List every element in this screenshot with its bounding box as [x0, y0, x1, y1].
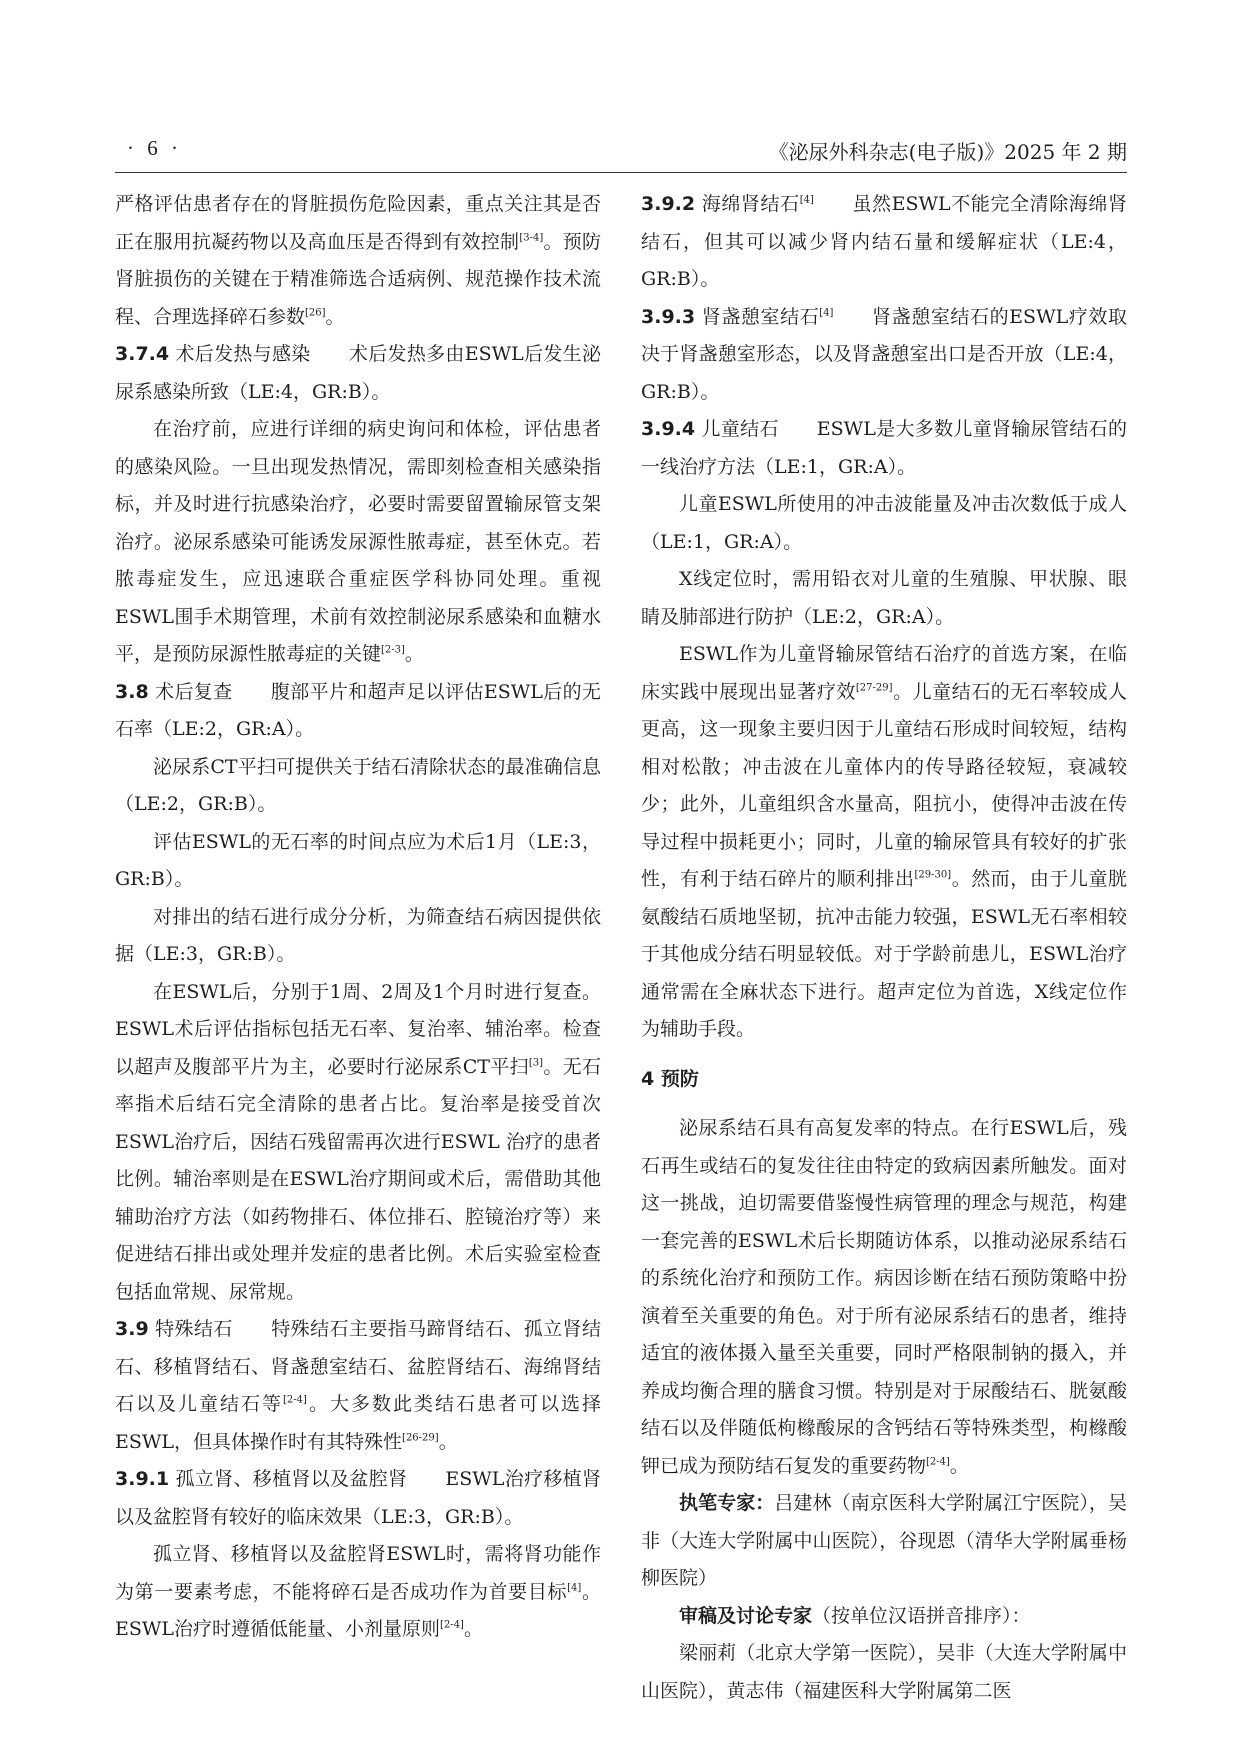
paragraph: X线定位时，需用铅衣对儿童的生殖腺、甲状腺、眼睛及肺部进行防护（LE:2，GR:A）。: [641, 568, 1127, 628]
section-3-9-2: 3.9.2 海绵肾结石[4] 虽然ESWL不能完全清除海绵肾结石，但其可以减少肾内结石量和缓解症状（LE:4，GR:B）。: [641, 193, 1127, 290]
section-3-9: 3.9 特殊结石 特殊结石主要指马蹄肾结石、孤立肾结石、移植肾结石、肾盏憩室结石、盆腔肾结石、海绵肾结石以及儿童结石等[2-4]。大多数此类结石患者可以选择ESWL，但具体操作时有其特殊性[26-29]。: [115, 1318, 601, 1453]
paragraph: 在治疗前，应进行详细的病史询问和体检，评估患者的感染风险。一旦出现发热情况，需即刻检查相关感染指标，并及时进行抗感染治疗，必要时需要留置输尿管支架治疗。泌尿系感染可能诱发尿源性脓毒症，甚至休克。若脓毒症发生，应迅速联合重症医学科协同处理。重视ESWL围手术期管理，术前有效控制泌尿系感染和血糖水平，是预防尿源性脓毒症的关键[2-3]。: [115, 418, 601, 665]
section-3-7-4: 3.7.4 术后发热与感染 术后发热多由ESWL后发生泌尿系感染所致（LE:4，GR:B）。: [115, 343, 601, 403]
author-label: 执笔专家：: [679, 1492, 775, 1514]
section-title: 术后复查: [155, 680, 233, 703]
paragraph: 儿童ESWL所使用的冲击波能量及冲击次数低于成人（LE:1，GR:A）。: [641, 493, 1127, 553]
section-title: 肾盏憩室结石: [701, 305, 820, 328]
paragraph: 泌尿系结石具有高复发率的特点。在行ESWL后，残石再生或结石的复发往往由特定的致病因素所触发。面对这一挑战，迫切需要借鉴慢性病管理的理念与规范，构建一套完善的ESWL术后长期随访体系，以推动泌尿系结石的系统化治疗和预防工作。病因诊断在结石预防策略中扮演着至关重要的角色。对于所有泌尿系结石的患者，维持适宜的液体摄入量至关重要，同时严格限制钠的摄入，并养成均衡合理的膳食习惯。特别是对于尿酸结石、胱氨酸结石以及伴随低枸橼酸尿的含钙结石等特殊类型，枸橼酸钾已成为预防结石复发的重要药物[2-4]。: [641, 1117, 1127, 1477]
header-rule: [115, 172, 1127, 173]
reviewer-label: 审稿及讨论专家: [679, 1604, 813, 1627]
paragraph: 孤立肾、移植肾以及盆腔肾ESWL时，需将肾功能作为第一要素考虑，不能将碎石是否成功作为首要目标[4]。ESWL治疗时遵循低能量、小剂量原则[2-4]。: [115, 1543, 601, 1640]
left-column: [115, 186, 601, 1649]
journal-title: 《泌尿外科杂志(电子版)》2025 年 2 期: [768, 140, 1127, 164]
section-title: 儿童结石: [701, 418, 779, 440]
section-title: 术后发热与感染: [175, 343, 311, 365]
paragraph: 在ESWL后，分别于1周、2周及1个月时进行复查。ESWL术后评估指标包括无石率、复治率、辅治率。检查以超声及腹部平片为主，必要时行泌尿系CT平扫[3]。无石率指术后结石完全清除的患者占比。复治率是接受首次ESWL治疗后，因结石残留需再次进行ESWL 治疗的患者比例。辅治率则是在ESWL治疗期间或术后，需借助其他辅助治疗方法（如药物排石、体位排石、腔镜治疗等）来促进结石排出或处理并发症的患者比例。术后实验室检查包括血常规、尿常规。: [115, 980, 601, 1303]
paragraph: 评估ESWL的无石率的时间点应为术后1月（LE:3，GR:B）。: [115, 830, 601, 890]
reviewer-list: 梁丽莉（北京大学第一医院），吴非（大连大学附属中山医院），黄志伟（福建医科大学附属第二医: [641, 1642, 1127, 1702]
section-3-9-4: 3.9.4 儿童结石 ESWL是大多数儿童肾输尿管结石的一线治疗方法（LE:1，GR:A）。: [641, 418, 1127, 478]
section-3-9-1: 3.9.1 孤立肾、移植肾以及盆腔肾 ESWL治疗移植肾以及盆腔肾有较好的临床效果（LE:3，GR:B）。: [115, 1468, 601, 1528]
author-info: 执笔专家：吕建林（南京医科大学附属江宁医院），吴非（大连大学附属中山医院），谷现恩（清华大学附属垂杨柳医院）: [641, 1492, 1127, 1589]
section-title: 特殊结石: [155, 1318, 233, 1340]
paragraph: 对排出的结石进行成分分析，为筛查结石病因提供依据（LE:3，GR:B）。: [115, 905, 601, 965]
section-title: 海绵肾结石: [701, 193, 800, 215]
section-3-8: 3.8 术后复查 腹部平片和超声足以评估ESWL后的无石率（LE:2，GR:A）。: [115, 680, 601, 740]
reviewer-heading: 审稿及讨论专家（按单位汉语拼音排序）：: [679, 1604, 1031, 1627]
section-3-9-3: 3.9.3 肾盏憩室结石[4] 肾盏憩室结石的ESWL疗效取决于肾盏憩室形态，以及肾盏憩室出口是否开放（LE:4，GR:B）。: [641, 305, 1127, 403]
section-title: 孤立肾、移植肾以及盆腔肾: [175, 1468, 408, 1490]
paragraph: ESWL作为儿童肾输尿管结石治疗的首选方案，在临床实践中展现出显著疗效[27-29]。儿童结石的无石率较成人更高，这一现象主要归因于儿童结石形成时间较短，结构相对松散；冲击波在儿童体内的传导路径较短，衰减较少；此外，儿童组织含水量高，阻抗小，使得冲击波在传导过程中损耗更小；同时，儿童的输尿管具有较好的扩张性，有利于结石碎片的顺利排出[29-30]。然而，由于儿童胱氨酸结石质地坚韧，抗冲击能力较强，ESWL无石率相较于其他成分结石明显较低。对于学龄前患儿，ESWL治疗通常需在全麻状态下进行。超声定位为首选，X线定位作为辅助手段。: [641, 643, 1127, 1040]
page-header: [115, 136, 1127, 170]
page-number: · 6 ·: [127, 136, 182, 160]
paragraph: 严格评估患者存在的肾脏损伤危险因素，重点关注其是否正在服用抗凝药物以及高血压是否得到有效控制[3-4]。预防肾脏损伤的关键在于精准筛选合适病例、规范操作技术流程、合理选择碎石参数[26]。: [115, 193, 601, 328]
paragraph: 泌尿系CT平扫可提供关于结石清除状态的最准确信息（LE:2，GR:B）。: [115, 755, 601, 815]
right-column: [641, 186, 1127, 1710]
section-4-heading: 4 预防: [641, 1067, 699, 1090]
